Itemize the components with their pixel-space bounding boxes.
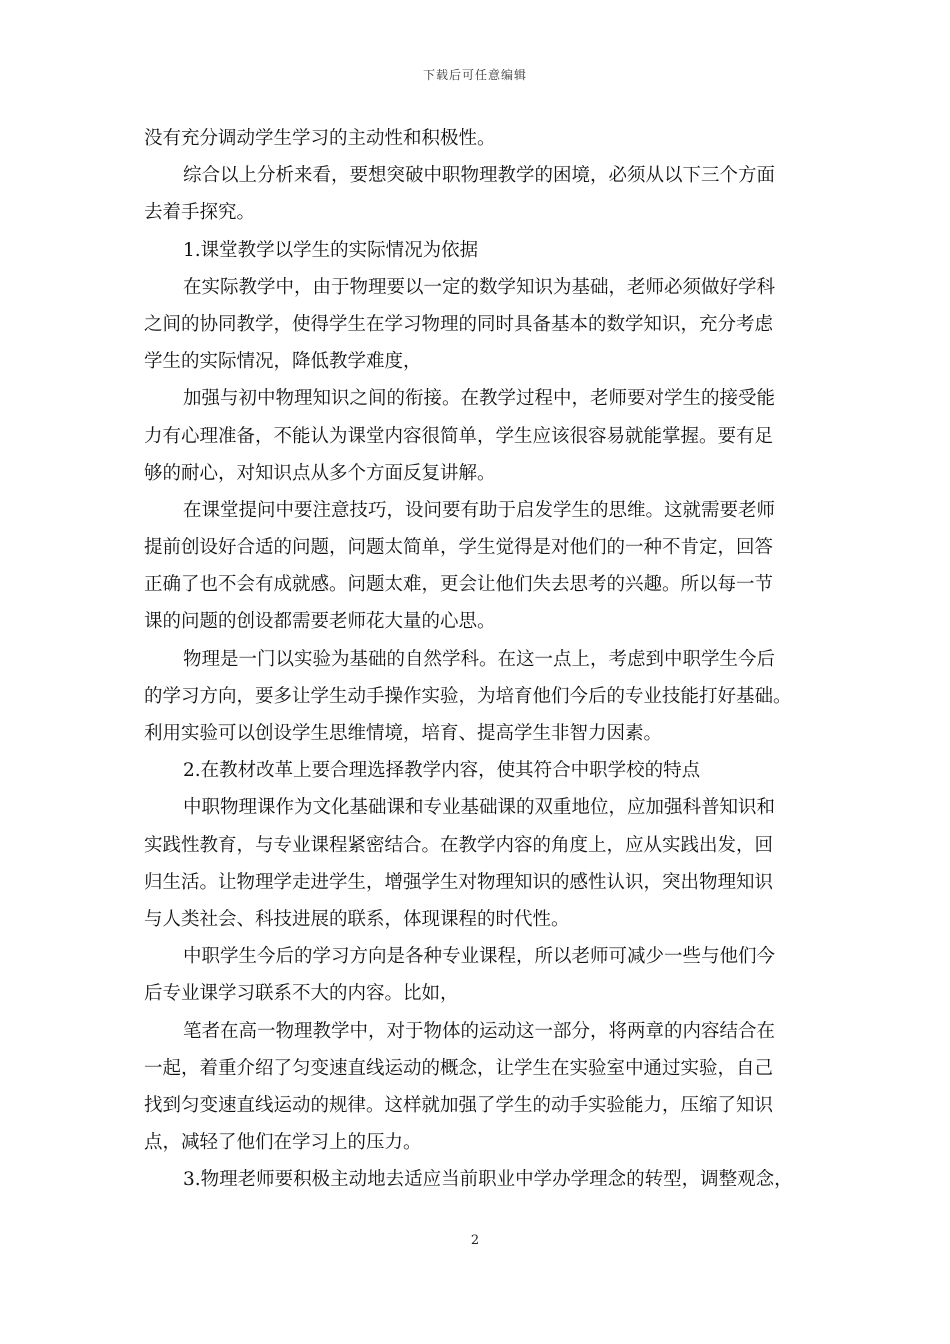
text-line: 够的耐心，对知识点从多个方面反复讲解。 xyxy=(144,462,496,484)
text-line: 一起，着重介绍了匀变速直线运动的概念，让学生在实验室中通过实验，自己 xyxy=(144,1057,774,1079)
text-line: 综合以上分析来看，要想突破中职物理教学的困境，必须从以下三个方面 xyxy=(183,165,776,187)
text-line: 课的问题的创设都需要老师花大量的心思。 xyxy=(144,611,496,633)
text-line: 去着手探究。 xyxy=(144,202,256,224)
text-line: 中职物理课作为文化基础课和专业基础课的双重地位，应加强科普知识和 xyxy=(183,797,776,819)
text-line: 后专业课学习联系不大的内容。比如， xyxy=(144,983,459,1005)
page-number: 2 xyxy=(470,1233,480,1248)
text-line: 中职学生今后的学习方向是各种专业课程，所以老师可减少一些与他们今 xyxy=(183,946,776,968)
text-line: 正确了也不会有成就感。问题太难，更会让他们失去思考的兴趣。所以每一节 xyxy=(144,574,774,596)
text-line: 学生的实际情况，降低教学难度， xyxy=(144,351,422,373)
text-line: 利用实验可以创设学生思维情境，培育、提高学生非智力因素。 xyxy=(144,723,663,744)
text-line: 2.在教材改革上要合理选择教学内容，使其符合中职学校的特点 xyxy=(183,760,701,782)
text-line: 提前创设好合适的问题，问题太简单，学生觉得是对他们的一种不肯定，回答 xyxy=(144,537,774,559)
document-body xyxy=(144,120,824,1198)
text-line: 点，减轻了他们在学习上的压力。 xyxy=(144,1132,422,1154)
text-line: 物理是一门以实验为基础的自然学科。在这一点上，考虑到中职学生今后 xyxy=(183,648,776,670)
text-line: 3.物理老师要积极主动地去适应当前职业中学办学理念的转型，调整观念， xyxy=(183,1169,793,1191)
text-line: 加强与初中物理知识之间的衔接。在教学过程中，老师要对学生的接受能 xyxy=(183,388,776,410)
text-line: 力有心理准备，不能认为课堂内容很简单，学生应该很容易就能掌握。要有足 xyxy=(144,425,774,447)
text-line: 笔者在高一物理教学中，对于物体的运动这一部分，将两章的内容结合在 xyxy=(183,1020,776,1042)
text-line: 在课堂提问中要注意技巧，设问要有助于启发学生的思维。这就需要老师 xyxy=(183,499,776,521)
text-line: 归生活。让物理学走进学生，增强学生对物理知识的感性认识，突出物理知识 xyxy=(144,871,774,893)
text-line: 与人类社会、科技进展的联系，体现课程的时代性。 xyxy=(144,908,570,930)
text-line: 1.课堂教学以学生的实际情况为依据 xyxy=(183,239,479,261)
text-line: 在实际教学中，由于物理要以一定的数学知识为基础，老师必须做好学科 xyxy=(183,276,776,298)
text-line: 实践性教育，与专业课程紧密结合。在教学内容的角度上，应从实践出发，回 xyxy=(144,834,774,856)
text-line: 找到匀变速直线运动的规律。这样就加强了学生的动手实验能力，压缩了知识 xyxy=(144,1094,774,1116)
page-header: 下载后可任意编辑 xyxy=(422,68,527,82)
text-line: 的学习方向，要多让学生动手操作实验，为培育他们今后的专业技能打好基础。 xyxy=(144,685,792,707)
text-line: 没有充分调动学生学习的主动性和积极性。 xyxy=(144,128,496,149)
text-line: 之间的协同教学，使得学生在学习物理的同时具备基本的数学知识，充分考虑 xyxy=(144,313,774,335)
